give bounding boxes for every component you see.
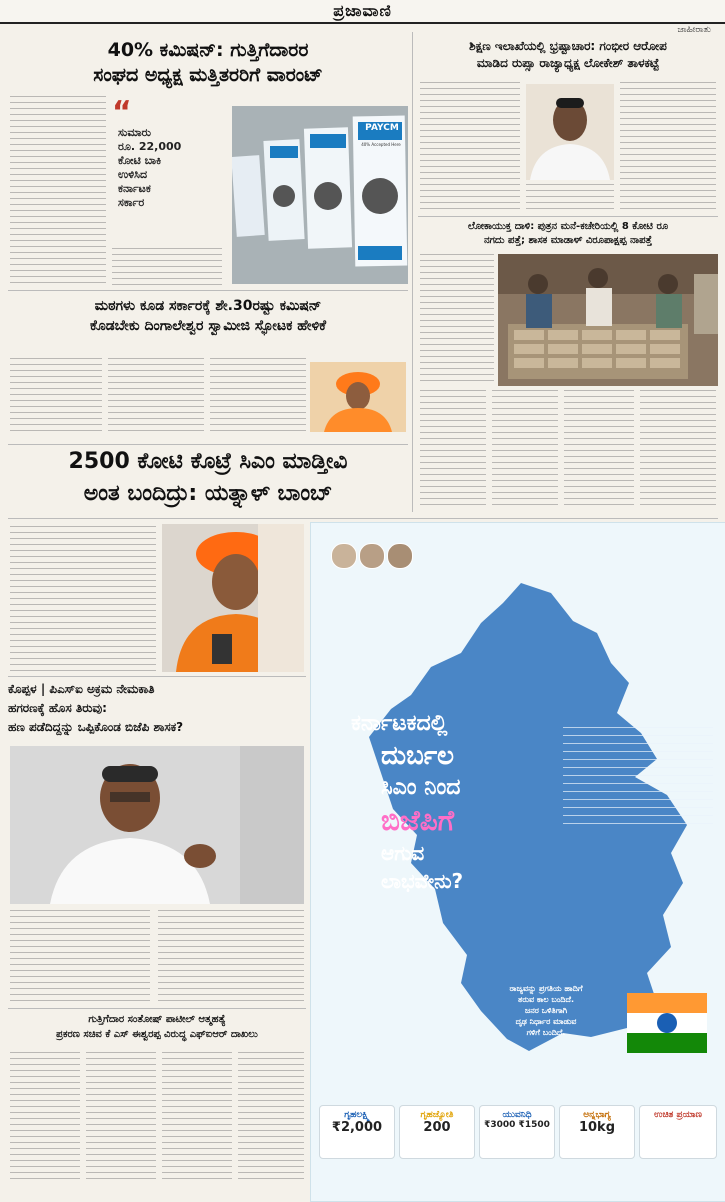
story-body-text bbox=[10, 526, 156, 672]
story-headline: 2500 ಕೋಟಿ ಕೊಟ್ರೆ ಸಿಎಂ ಮಾಡ್ತೀವಿ ಅಂತ ಬಂದಿದ್ರು: ಯತ್ನಾಳ್ ಬಾಂಬ್ bbox=[68, 449, 348, 506]
story-headline: 40% ಕಮಿಷನ್: ಗುತ್ತಿಗೆದಾರರ ಸಂಘದ ಅಧ್ಯಕ್ಷ ಮತ್ತಿತರರಿಗೆ ವಾರಂಟ್ bbox=[93, 39, 323, 86]
guarantee-schemes bbox=[311, 523, 725, 1201]
yatnal-photo bbox=[162, 524, 304, 672]
cash-seized-photo bbox=[498, 254, 718, 386]
ad-tag: ಜಾಹೀರಾತು bbox=[677, 25, 711, 35]
story-headline: ಮಠಗಳು ಕೂಡ ಸರ್ಕಾರಕ್ಕೆ ಶೇ.30ರಷ್ಟು ಕಮಿಷನ್ ಕೊಡಬೇಕು ದಿಂಗಾಲೇಶ್ವರ ಸ್ವಾಮೀಜಿ ಸ್ಫೋಟಕ ಹೇಳಿಕೆ bbox=[89, 298, 327, 334]
scheme-gruhalakshmi: ಗೃಹಲಕ್ಷ್ಮಿ ₹2,000 bbox=[319, 1105, 395, 1159]
section-divider bbox=[8, 676, 306, 677]
section-divider bbox=[418, 216, 718, 217]
story-headline: ಲೋಕಾಯುಕ್ತ ದಾಳಿ: ಪುತ್ರನ ಮನೆ-ಕಚೇರಿಯಲ್ಲಿ 8 ಕೋಟಿ ರೂ ನಗದು ಪತ್ತೆ; ಶಾಸಕ ಮಾಡಾಳ್ ವಿರೂಪಾಕ್ಷಪ್ಪ ನಾಪತ್ತೆ bbox=[467, 221, 669, 246]
story-body-text bbox=[10, 1052, 80, 1184]
quote-mark-icon: “ bbox=[112, 95, 132, 130]
section-divider bbox=[8, 290, 408, 291]
lokesh-portrait-photo bbox=[526, 84, 614, 180]
poster-subtitle: 40% Accepted Here bbox=[361, 142, 401, 147]
scheme-gruhajyothi: ಗೃಹಜ್ಯೋತಿ 200 bbox=[399, 1105, 475, 1159]
story-body-text bbox=[238, 1052, 304, 1184]
story-mutt-commission bbox=[8, 292, 408, 442]
story-body-text bbox=[420, 82, 520, 212]
story-yatnal-bomb bbox=[8, 446, 408, 516]
scheme-annabhagya: ಅನ್ನಭಾಗ್ಯ 10kg bbox=[559, 1105, 635, 1159]
ad-tagline: ರಾಜ್ಯವನ್ನು ಪ್ರಗತಿಯ ಹಾದಿಗೆ ತರುವ ಕಾಲ ಬಂದಿದೆ. ಜನರ ಒಳಿತಿಗಾಗಿ ದೃಢ ನಿರ್ಧಾರ ಮಾಡುವ ಗಳಿಗೆ ಬಂದಿದೆ. bbox=[509, 984, 583, 1037]
congress-advertisement bbox=[310, 522, 725, 1202]
poster-brand-label: PAYCM bbox=[365, 123, 399, 133]
ad-headline: ಕರ್ನಾಟಕದಲ್ಲಿ ದುರ್ಬಲ ಸಿಎಂ ನಿಂದ ಬಿಜೆಪಿಗೆ ಆಗುವ ಲಾಭವೇನು? bbox=[351, 711, 464, 893]
paycm-posters-photo bbox=[232, 106, 408, 284]
story-body-text bbox=[420, 254, 494, 382]
story-body-text bbox=[112, 248, 222, 286]
story-body-text bbox=[620, 82, 716, 212]
section-divider bbox=[8, 1008, 306, 1009]
masthead bbox=[0, 0, 725, 24]
column-divider bbox=[412, 32, 413, 512]
story-body-text bbox=[526, 184, 614, 212]
story-lokayukta-raid bbox=[418, 220, 718, 512]
section-divider bbox=[8, 444, 408, 445]
story-headline: ಶಿಕ್ಷಣ ಇಲಾಖೆಯಲ್ಲಿ ಭ್ರಷ್ಟಾಚಾರ: ಗಂಭೀರ ಆರೋಪ ಮಾಡಿದ ರುಪ್ಸಾ ರಾಜ್ಯಾಧ್ಯಕ್ಷ ಲೋಕೇಶ್ ತಾಳಕಟ್ಟೆ bbox=[469, 39, 667, 70]
story-body-text bbox=[162, 1052, 232, 1184]
story-body-text bbox=[10, 910, 150, 1002]
story-body-text bbox=[108, 358, 204, 436]
story-commission-warrant bbox=[8, 36, 408, 286]
story-body-text bbox=[420, 390, 486, 510]
pull-quote: “ ಸುಮಾರು ರೂ. 22,000 ಕೋಟಿ ಬಾಕಿ ಉಳಿಸಿದ ಕರ್ನಾಟಕ ಸರ್ಕಾರ bbox=[112, 100, 228, 250]
story-education-corruption bbox=[418, 36, 718, 214]
story-body-text bbox=[10, 358, 102, 436]
story-body-text bbox=[10, 96, 106, 286]
story-headline: ಕೊಪ್ಪಳ | ಪಿಎಸ್ಐ ಅಕ್ರಮ ನೇಮಕಾತಿ ಹಗರಣಕ್ಕೆ ಹೊಸ ತಿರುವು: ಹಣ ಪಡೆದಿದ್ದನ್ನು ಒಪ್ಪಿಕೊಂಡ ಬಿಜೆಪಿ ಶಾಸಕ? bbox=[8, 682, 184, 734]
story-body-text bbox=[158, 910, 304, 1002]
scheme-free-travel: ಉಚಿತ ಪ್ರಯಾಣ bbox=[639, 1105, 717, 1159]
story-psi-scam bbox=[8, 678, 306, 1004]
story-body-text bbox=[210, 358, 306, 436]
story-headline: ಗುತ್ತಿಗೆದಾರ ಸಂತೋಷ್ ಪಾಟೀಲ್ ಆತ್ಮಹತ್ಯೆ ಪ್ರಕರಣ ಸಚಿವ ಕೆ ಎಸ್ ಈಶ್ವರಪ್ಪ ವಿರುದ್ಧ ಎಫ್‌ಐಆರ್ ದಾಖಲು bbox=[56, 1014, 258, 1040]
story-body-text bbox=[640, 390, 716, 510]
section-divider bbox=[8, 518, 718, 519]
scheme-yuvanidhi: ಯುವನಿಧಿ ₹3000 ₹1500 bbox=[479, 1105, 555, 1159]
story-body-text bbox=[564, 390, 634, 510]
story-body-text bbox=[492, 390, 558, 510]
story-santosh-patil-case bbox=[8, 1012, 306, 1192]
masthead-title: ಪ್ರಜಾವಾಣಿ bbox=[333, 1, 392, 20]
story-body-text bbox=[86, 1052, 156, 1184]
bjp-mla-photo bbox=[10, 746, 304, 904]
swamiji-photo bbox=[310, 362, 406, 432]
